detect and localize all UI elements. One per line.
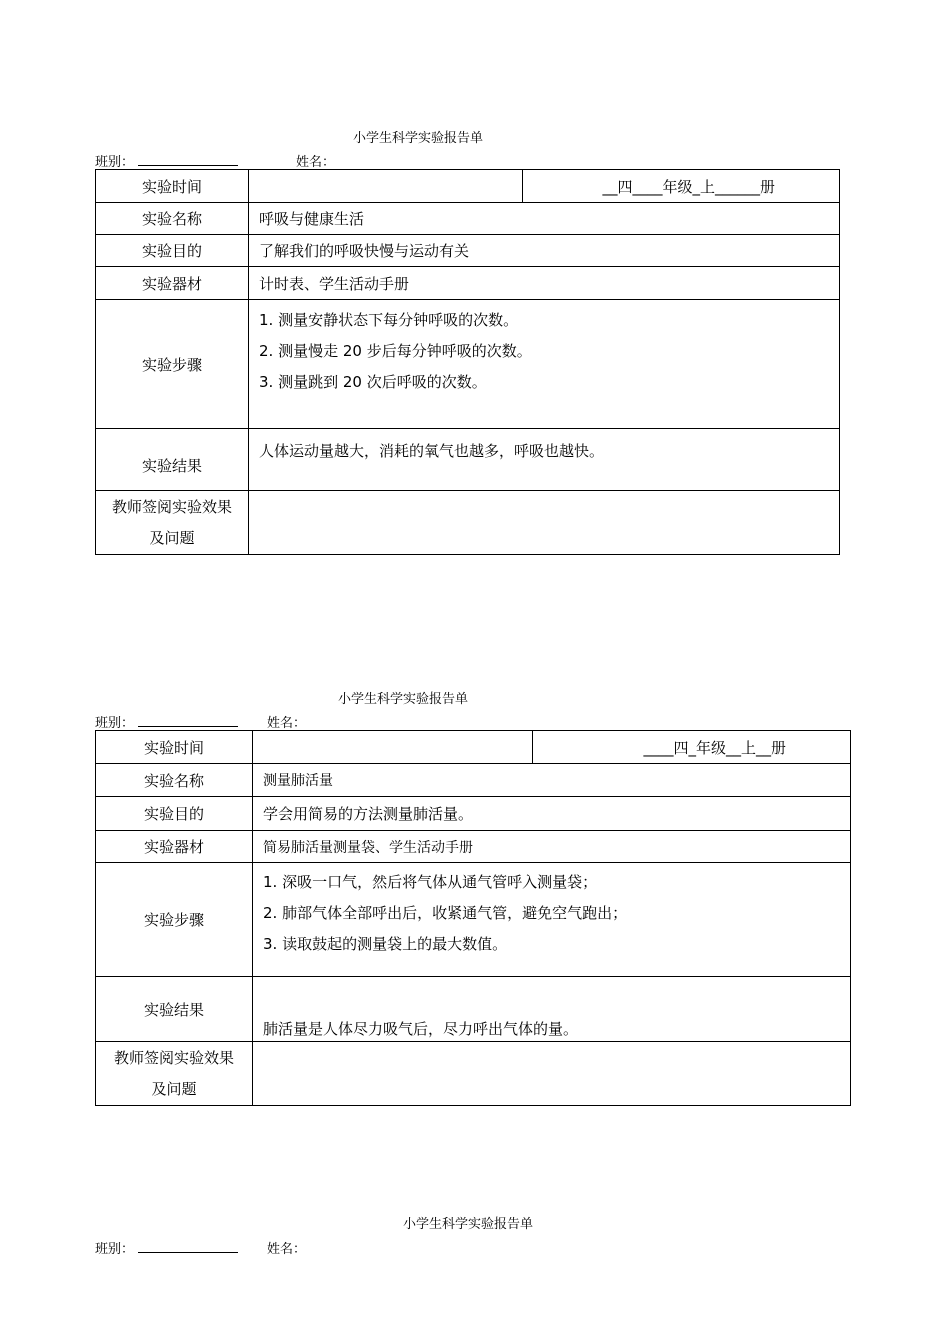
teacher-label-line-2: 及问题: [151, 1079, 197, 1098]
result-value: 人体运动量越大，消耗的氧气也越多，呼吸也越快。: [249, 429, 840, 491]
step-item: 1. 深吸一口气，然后将气体从通气管呼入测量袋；: [263, 873, 598, 891]
steps-value: [253, 863, 851, 977]
table-row: [96, 797, 851, 831]
table-row: [96, 300, 840, 429]
table-row: [96, 764, 851, 797]
teacher-label-line-1: 教师签阅实验效果: [113, 1048, 234, 1067]
report-3-title: 小学生科学实验报告单: [403, 1217, 534, 1232]
table-row: [96, 267, 840, 300]
class-label: 班别：: [95, 1242, 135, 1257]
table-row: [96, 1042, 851, 1106]
purpose-value: 了解我们的呼吸快慢与运动有关: [249, 235, 840, 267]
report-2-name-field: [267, 712, 306, 731]
table-row: [96, 203, 840, 235]
teacher-label-line-2: 及问题: [149, 528, 195, 547]
result-value: 肺活量是人体尽力吸气后，尽力呼出气体的量。: [253, 977, 851, 1042]
report-3-name-field: [267, 1238, 306, 1257]
name-label: 姓名：: [267, 1242, 307, 1257]
class-label: 班别：: [95, 155, 135, 170]
steps-label: 实验步骤: [96, 863, 253, 977]
purpose-label: 实验目的: [96, 235, 249, 267]
experiment-name-value: 呼吸与健康生活: [249, 203, 840, 235]
table-row: [96, 731, 851, 764]
report-2-title: 小学生科学实验报告单: [338, 692, 469, 707]
report-1-title: 小学生科学实验报告单: [353, 131, 484, 146]
name-label: 姓名：: [267, 716, 307, 731]
table-row: [96, 429, 840, 491]
teacher-value: [253, 1042, 851, 1106]
equipment-value: 计时表、学生活动手册: [249, 267, 840, 300]
equipment-value: 简易肺活量测量袋、学生活动手册: [253, 831, 851, 863]
grade-value: ____四_年级__上__册: [533, 731, 851, 764]
purpose-value: 学会用简易的方法测量肺活量。: [253, 797, 851, 831]
time-value: [253, 731, 533, 764]
step-item: 3. 读取鼓起的测量袋上的最大数值。: [263, 935, 508, 953]
step-item: 3. 测量跳到 20 次后呼吸的次数。: [259, 373, 487, 391]
experiment-name-label: 实验名称: [96, 203, 249, 235]
teacher-label: [96, 491, 249, 555]
step-item: 2. 测量慢走 20 步后每分钟呼吸的次数。: [259, 342, 532, 360]
teacher-label: [96, 1042, 253, 1106]
report-2-table: [95, 730, 851, 1106]
table-row: [96, 831, 851, 863]
experiment-name-label: 实验名称: [96, 764, 253, 797]
report-1-name-field: [296, 151, 335, 170]
teacher-label-line-1: 教师签阅实验效果: [111, 497, 232, 516]
report-1-table: [95, 169, 840, 555]
name-label: 姓名：: [296, 155, 336, 170]
class-blank: [138, 156, 238, 166]
steps-label: 实验步骤: [96, 300, 249, 429]
class-label: 班别：: [95, 716, 135, 731]
table-row: [96, 863, 851, 977]
step-item: 1. 测量安静状态下每分钟呼吸的次数。: [259, 311, 519, 329]
class-blank: [138, 717, 238, 727]
step-item: 2. 肺部气体全部呼出后，收紧通气管，避免空气跑出；: [263, 904, 628, 922]
equipment-label: 实验器材: [96, 831, 253, 863]
steps-value: [249, 300, 840, 429]
time-label: 实验时间: [96, 731, 253, 764]
purpose-label: 实验目的: [96, 797, 253, 831]
table-row: [96, 977, 851, 1042]
result-label: 实验结果: [96, 977, 253, 1042]
result-label: 实验结果: [96, 429, 249, 491]
table-row: [96, 491, 840, 555]
class-blank: [138, 1243, 238, 1253]
report-2-class-field: [95, 712, 238, 731]
table-row: [96, 170, 840, 203]
report-1-class-field: [95, 151, 238, 170]
time-value: [249, 170, 523, 203]
grade-value: __四____年级_上______册: [523, 170, 840, 203]
experiment-name-value: 测量肺活量: [253, 764, 851, 797]
teacher-value: [249, 491, 840, 555]
report-3-class-field: [95, 1238, 238, 1257]
table-row: [96, 235, 840, 267]
time-label: 实验时间: [96, 170, 249, 203]
equipment-label: 实验器材: [96, 267, 249, 300]
